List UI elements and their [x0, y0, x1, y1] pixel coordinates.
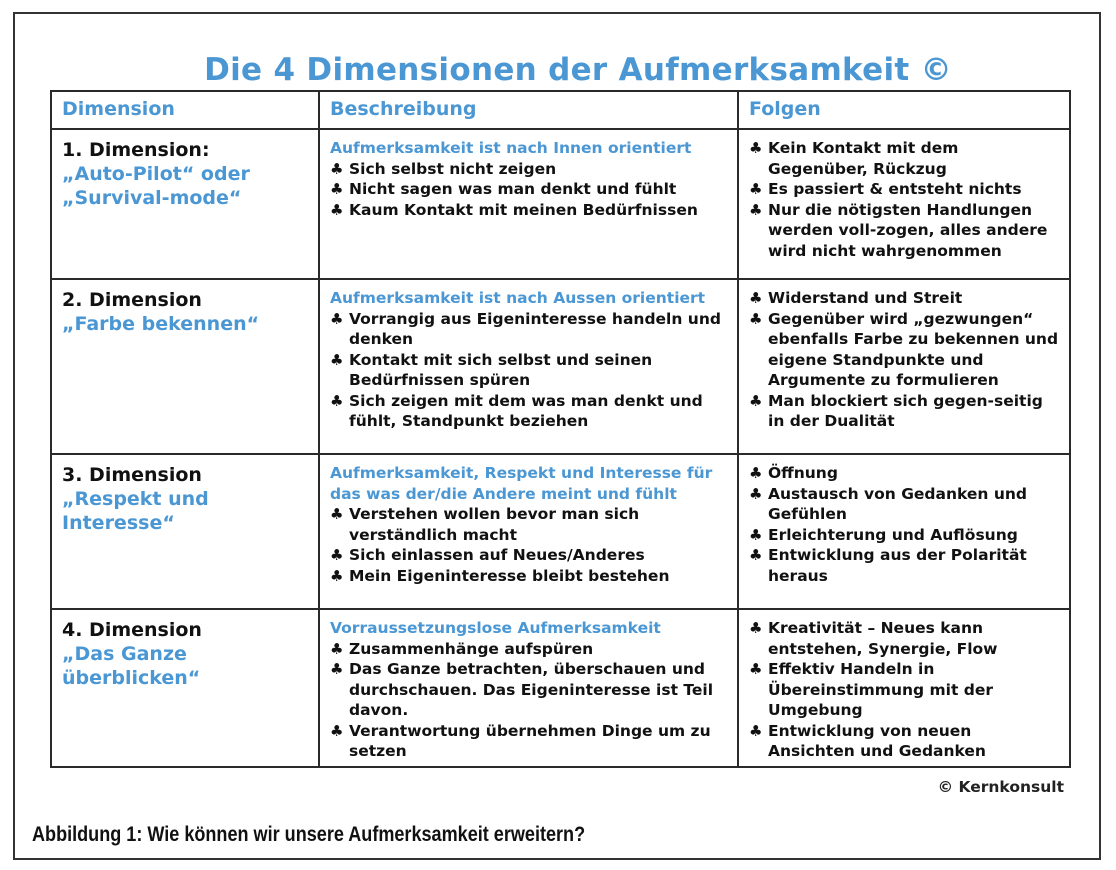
description-heading: Aufmerksamkeit, Respekt und Interesse für das was der/die Andere meint und fühlt: [330, 464, 713, 503]
table-row: [51, 279, 1070, 454]
description-heading: Aufmerksamkeit ist nach Aussen orientiert: [330, 289, 706, 307]
dimension-label: 4. Dimension: [62, 619, 202, 641]
club-icon: ♣: [330, 159, 344, 178]
list-item: [330, 159, 727, 180]
club-icon: ♣: [749, 464, 763, 482]
description-cell: [319, 609, 738, 767]
description-list: [330, 159, 727, 221]
list-item: [749, 309, 1059, 391]
dimension-label: 1. Dimension:: [62, 139, 210, 161]
figure-caption: Abbildung 1: Wie können wir unsere Aufmerksamkeit erweitern?: [32, 823, 586, 846]
list-item-text: Sich einlassen auf Neues/Anderes: [349, 546, 645, 564]
club-icon: ♣: [330, 309, 344, 328]
folgen-list: [749, 463, 1059, 586]
list-item: [330, 504, 727, 545]
club-icon: ♣: [330, 391, 344, 410]
list-item: [749, 200, 1059, 262]
list-item-text: Mein Eigeninteresse bleibt bestehen: [349, 566, 670, 585]
folgen-list: [749, 138, 1059, 261]
list-item: [749, 463, 1059, 484]
club-icon: ♣: [749, 200, 763, 219]
list-item: [330, 566, 727, 587]
list-item: [330, 391, 727, 432]
dimension-label: 3. Dimension: [62, 464, 202, 486]
table-row: [51, 609, 1070, 767]
folgen-cell: [738, 279, 1070, 454]
club-icon: ♣: [330, 660, 344, 678]
description-heading: Vorraussetzungslose Aufmerksamkeit: [330, 619, 661, 637]
list-item: [330, 639, 727, 660]
header-dimension: Dimension: [51, 91, 319, 129]
list-item-text: Verantwortung übernehmen Dinge um zu setzen: [349, 721, 711, 760]
dimension-cell: [51, 129, 319, 279]
copyright-note: © Kernkonsult: [937, 778, 1064, 796]
list-item: [330, 179, 727, 200]
club-icon: ♣: [749, 289, 763, 307]
description-cell: [319, 279, 738, 454]
list-item-text: Widerstand und Streit: [768, 289, 963, 307]
table-row: [51, 454, 1070, 609]
club-icon: ♣: [749, 391, 763, 410]
list-item: [749, 484, 1059, 525]
club-icon: ♣: [330, 200, 344, 219]
list-item: [330, 200, 727, 221]
list-item-text: Sich zeigen mit dem was man denkt und fühlt, Standpunkt beziehen: [349, 391, 703, 430]
club-icon: ♣: [749, 139, 763, 157]
dimension-cell: [51, 454, 319, 609]
header-folgen: Folgen: [738, 91, 1070, 129]
club-icon: ♣: [330, 546, 344, 564]
list-item: [330, 545, 727, 566]
club-icon: ♣: [749, 721, 763, 740]
list-item: [330, 309, 727, 350]
description-list: [330, 639, 727, 762]
list-item: [749, 525, 1059, 546]
list-item: [749, 618, 1059, 659]
dimension-subtitle: „Auto-Pilot“ oder „Survival-mode“: [62, 163, 250, 209]
description-cell: [319, 454, 738, 609]
description-cell: [319, 129, 738, 279]
club-icon: ♣: [330, 180, 344, 198]
dimension-cell: [51, 279, 319, 454]
list-item-text: Effektiv Handeln in Übereinstimmung mit der Umgebung: [768, 660, 994, 719]
list-item-text: Man blockiert sich gegen-seitig in der Dualität: [768, 391, 1043, 430]
list-item: [330, 350, 727, 391]
list-item-text: Das Ganze betrachten, überschauen und durchschauen. Das Eigeninteresse ist Teil davon.: [349, 660, 714, 719]
folgen-cell: [738, 129, 1070, 279]
header-beschreibung: Beschreibung: [319, 91, 738, 129]
list-item-text: Gegenüber wird „gezwungen“ ebenfalls Farbe zu bekennen und eigene Standpunkte und Argumente zu formulieren: [768, 309, 1059, 389]
dimensions-table: [50, 90, 1071, 768]
list-item-text: Verstehen wollen bevor man sich verständlich macht: [349, 505, 640, 544]
club-icon: ♣: [330, 350, 344, 369]
list-item-text: Entwicklung von neuen Ansichten und Gedanken: [768, 721, 986, 760]
list-item: [749, 659, 1059, 721]
list-item: [749, 288, 1059, 309]
figure-title: Die 4 Dimensionen der Aufmerksamkeit ©: [204, 52, 952, 88]
club-icon: ♣: [330, 505, 344, 523]
description-heading: Aufmerksamkeit ist nach Innen orientiert: [330, 139, 692, 157]
list-item-text: Öffnung: [768, 464, 838, 482]
club-icon: ♣: [749, 309, 763, 328]
club-icon: ♣: [749, 619, 763, 637]
list-item-text: Kontakt mit sich selbst und seinen Bedürfnissen spüren: [349, 350, 653, 389]
list-item: [749, 138, 1059, 179]
list-item-text: Kein Kontakt mit dem Gegenüber, Rückzug: [768, 139, 959, 178]
list-item-text: Es passiert & entsteht nichts: [768, 180, 1022, 198]
club-icon: ♣: [749, 546, 763, 564]
list-item-text: Zusammenhänge aufspüren: [349, 639, 594, 658]
list-item-text: Kreativität – Neues kann entstehen, Synergie, Flow: [768, 619, 998, 658]
dimension-subtitle: „Farbe bekennen“: [62, 313, 260, 335]
club-icon: ♣: [749, 660, 763, 678]
list-item: [749, 179, 1059, 200]
folgen-cell: [738, 609, 1070, 767]
dimension-subtitle: „Das Ganze überblicken“: [62, 643, 201, 689]
club-icon: ♣: [330, 721, 344, 740]
club-icon: ♣: [749, 180, 763, 198]
list-item: [749, 545, 1059, 586]
folgen-list: [749, 288, 1059, 432]
club-icon: ♣: [330, 639, 344, 658]
list-item-text: Nicht sagen was man denkt und fühlt: [349, 180, 677, 198]
description-list: [330, 504, 727, 586]
list-item: [330, 721, 727, 762]
club-icon: ♣: [330, 566, 344, 585]
list-item: [330, 659, 727, 721]
table-header-row: [51, 91, 1070, 129]
list-item-text: Austausch von Gedanken und Gefühlen: [768, 484, 1028, 523]
list-item-text: Nur die nötigsten Handlungen werden voll-zogen, alles andere wird nicht wahrgenommen: [768, 200, 1048, 260]
description-list: [330, 309, 727, 432]
list-item: [749, 721, 1059, 762]
table-row: [51, 129, 1070, 279]
dimension-subtitle: „Respekt und Interesse“: [62, 488, 209, 534]
club-icon: ♣: [749, 525, 763, 544]
list-item-text: Vorrangig aus Eigeninteresse handeln und denken: [349, 309, 721, 348]
folgen-cell: [738, 454, 1070, 609]
list-item: [749, 391, 1059, 432]
dimension-label: 2. Dimension: [62, 289, 202, 311]
dimension-cell: [51, 609, 319, 767]
list-item-text: Entwicklung aus der Polarität heraus: [768, 546, 1027, 585]
list-item-text: Erleichterung und Auflösung: [768, 525, 1018, 544]
list-item-text: Sich selbst nicht zeigen: [349, 159, 557, 178]
folgen-list: [749, 618, 1059, 762]
club-icon: ♣: [749, 484, 763, 503]
list-item-text: Kaum Kontakt mit meinen Bedürfnissen: [349, 200, 698, 219]
